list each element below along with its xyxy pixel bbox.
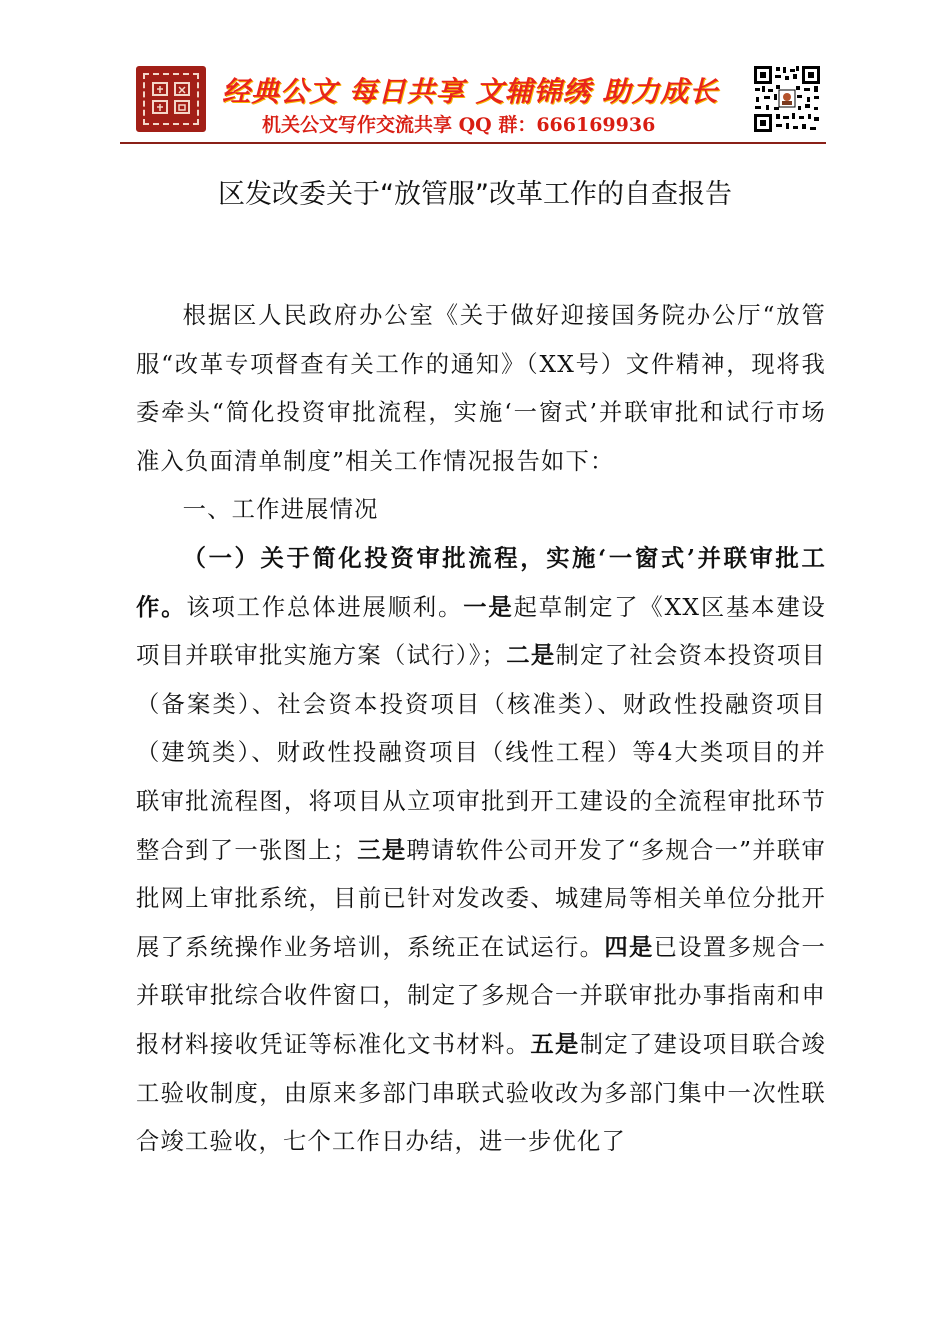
document-body — [136, 292, 826, 1167]
document-title: 区发改委关于“放管服”改革工作的自查报告 — [218, 179, 732, 210]
subsection-1-text-4: 已设置多规合一并联审批综合收件窗口，制定了多规合一并联审批办事指南和申报材料接收凭证等标准化文书材料。 — [136, 933, 826, 1058]
subsection-1-paragraph — [136, 535, 826, 1167]
subsection-1-text-0: 该项工作总体进展顺利。 — [186, 593, 464, 621]
keyword-1: 一是 — [463, 593, 514, 621]
header-slogan: 经典公文 每日共享 文辅锦绣 助力成长 — [222, 75, 719, 108]
subsection-1-text-3: 聘请软件公司开发了“多规合一”并联审批网上审批系统，目前已针对发改委、城建局等相关单位分批开展了系统操作业务培训，系统正在试运行。 — [136, 836, 826, 961]
keyword-3: 三是 — [357, 836, 407, 864]
subsection-1-text-5: 制定了建设项目联合竣工验收制度，由原来多部门串联式验收改为多部门集中一次性联合竣工验收，七个工作日办结，进一步优化了 — [136, 1030, 826, 1156]
qq-group-line: 机关公文写作交流共享 QQ 群：666169936 — [262, 114, 656, 136]
subsection-1-text-2: 制定了社会资本投资项目（备案类）、社会资本投资项目（核准类）、财政性投融资项目（建筑类）、财政性投融资项目（线性工程）等4大类项目的并联审批流程图，将项目从立项审批到开工建设的全流程审批环节整合到了一张图上； — [136, 642, 827, 864]
subsection-1-heading: （一）关于简化投资审批流程，实施‘一窗式’并联审批工作。 — [136, 544, 826, 621]
intro-paragraph: 根据区人民政府办公室《关于做好迎接国务院办公厅“放管服“改革专项督查有关工作的通知》（XX号）文件精神，现将我委牵头“简化投资审批流程，实施‘一窗式’并联审批和试行市场准入负面清单制度”相关工作情况报告如下： — [136, 302, 826, 475]
qr-code-icon — [752, 64, 822, 134]
keyword-2: 二是 — [506, 642, 556, 670]
seal-logo-icon — [136, 66, 206, 132]
keyword-5: 五是 — [530, 1030, 580, 1058]
header-divider — [120, 142, 826, 144]
subsection-1-text-1: 起草制定了《XX区基本建设项目并联审批实施方案（试行）》； — [136, 593, 826, 670]
section-heading-1: 一、工作进展情况 — [182, 496, 379, 524]
keyword-4: 四是 — [604, 933, 654, 961]
header-banner — [0, 0, 950, 150]
